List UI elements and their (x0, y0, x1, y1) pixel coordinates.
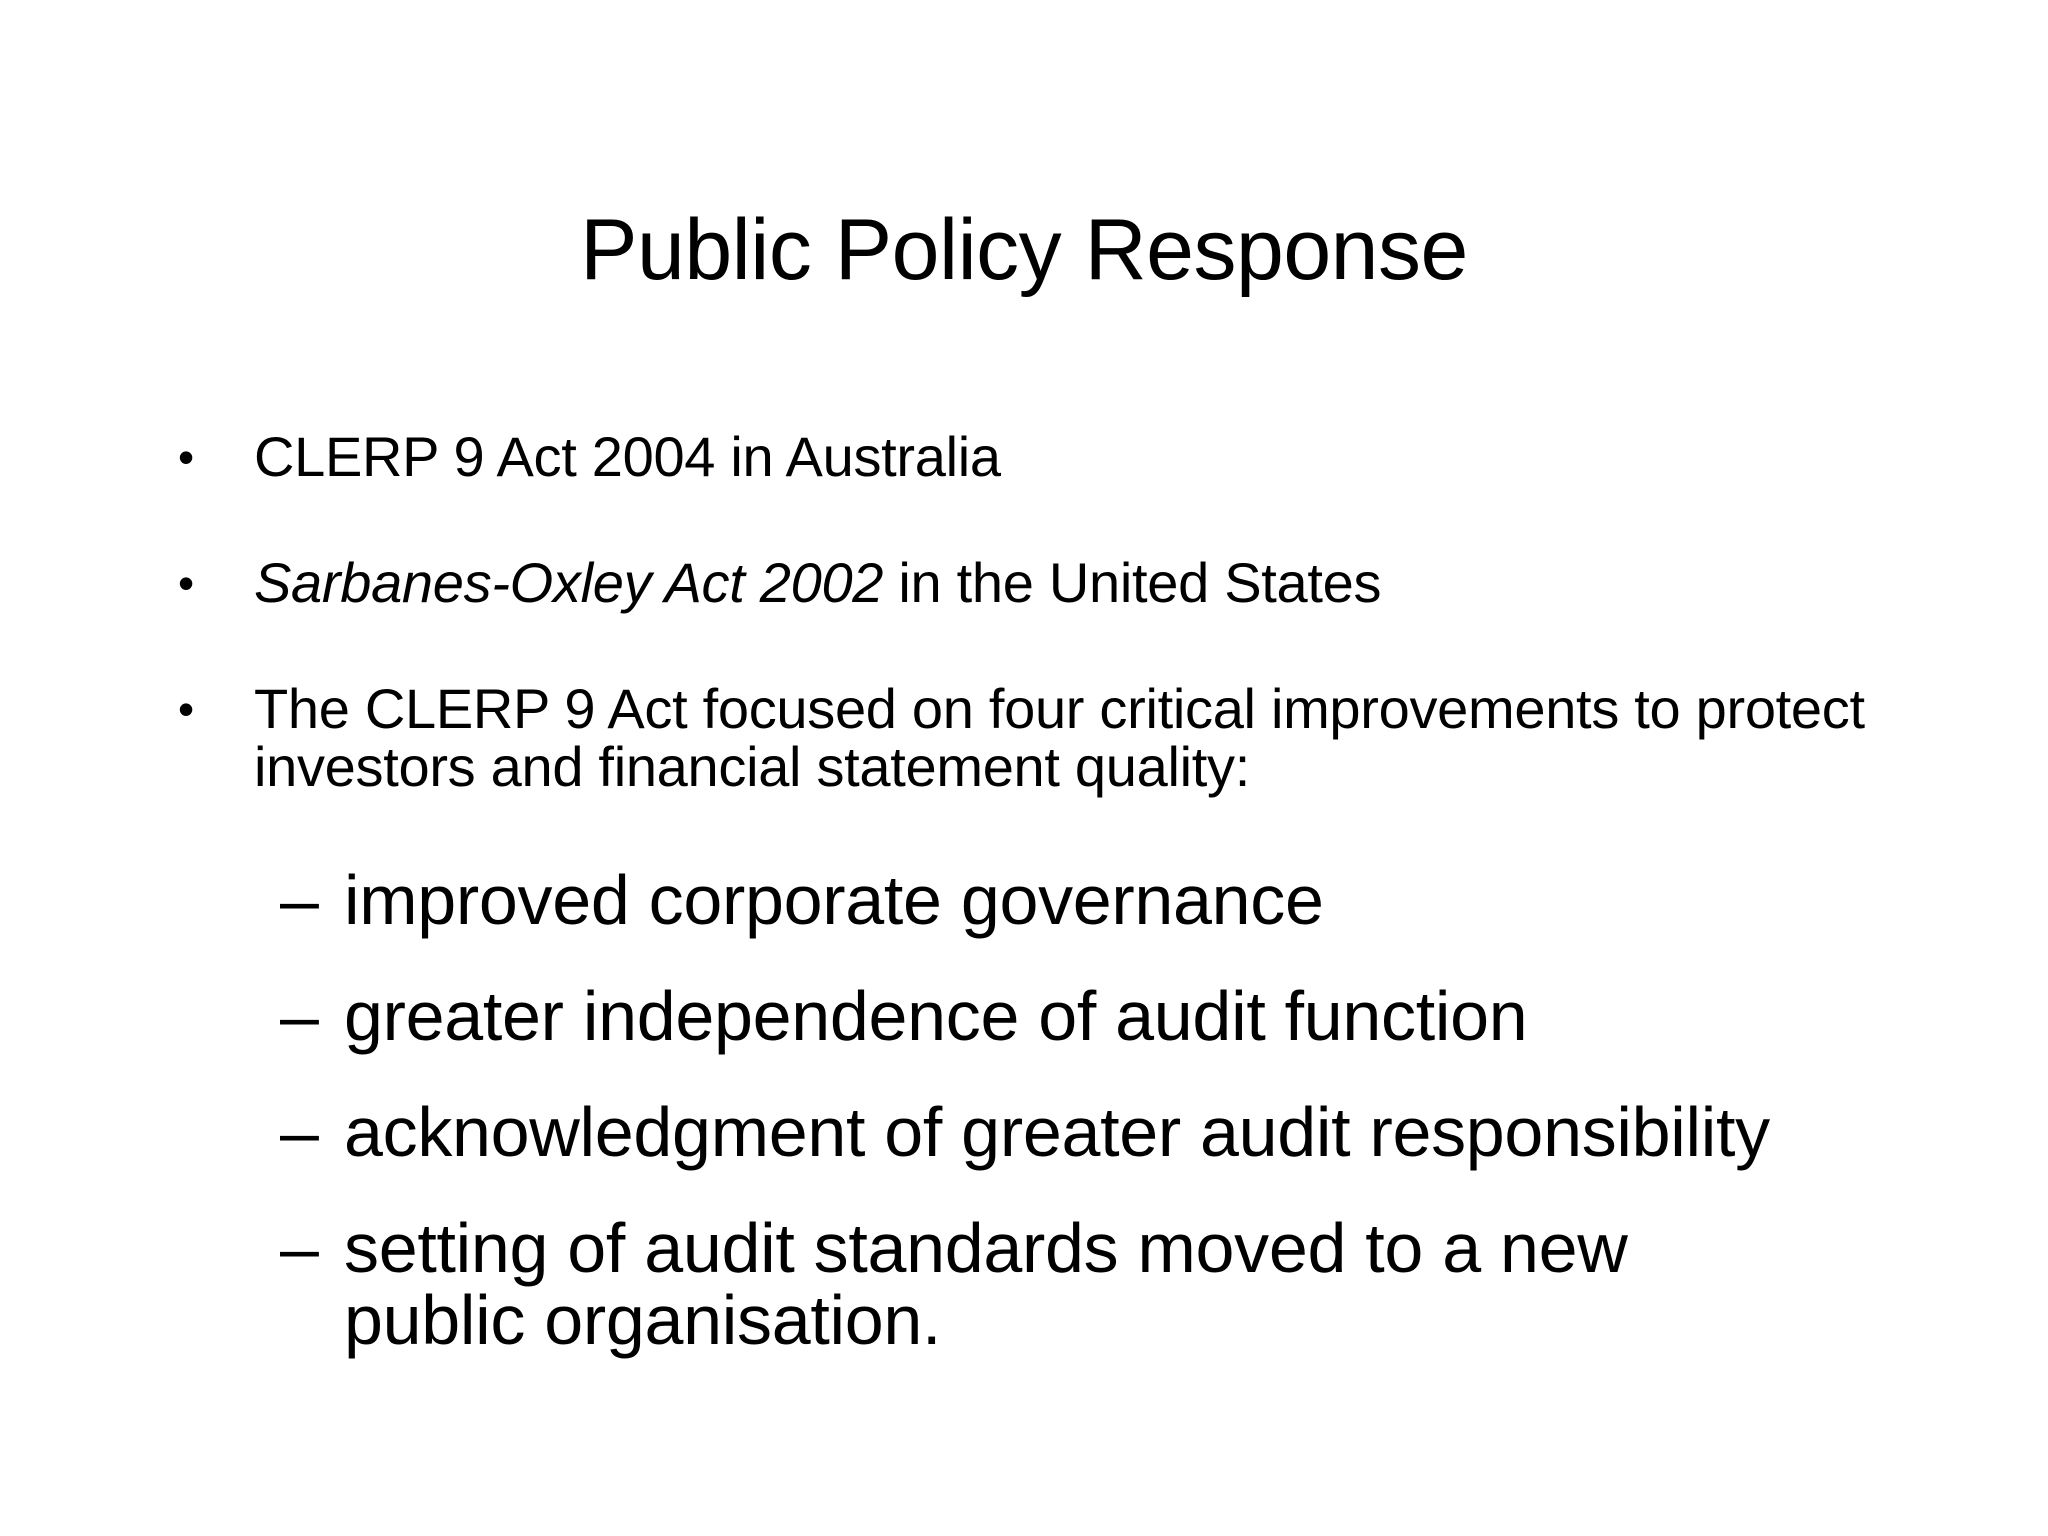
sub-bullet-marker: – (280, 977, 319, 1055)
sub-bullet-marker: – (280, 861, 319, 939)
bullet-text: The CLERP 9 Act focused on four critical improvements to protect investors and financial statement quality: (254, 677, 1865, 798)
bullet-marker: • (178, 683, 195, 735)
bullet-marker: • (178, 431, 195, 483)
sub-bullet-text: improved corporate governance (344, 861, 1324, 939)
bullet-text (254, 551, 1894, 614)
sub-bullet-text: setting of audit standards moved to a new public organisation. (344, 1209, 1628, 1359)
sub-bullet-text: acknowledgment of greater audit responsibility (344, 1093, 1770, 1171)
slide-title: Public Policy Response (580, 202, 1468, 298)
bullet-text-rest: in the United States (883, 551, 1382, 614)
sub-bullet-marker: – (280, 1209, 319, 1287)
bullet-text: CLERP 9 Act 2004 in Australia (254, 425, 1001, 488)
sub-bullet-marker: – (280, 1093, 319, 1171)
bullet-marker: • (178, 557, 195, 609)
sub-bullet-text: greater independence of audit function (344, 977, 1528, 1055)
bullet-text-italic: Sarbanes-Oxley Act 2002 (254, 551, 884, 614)
